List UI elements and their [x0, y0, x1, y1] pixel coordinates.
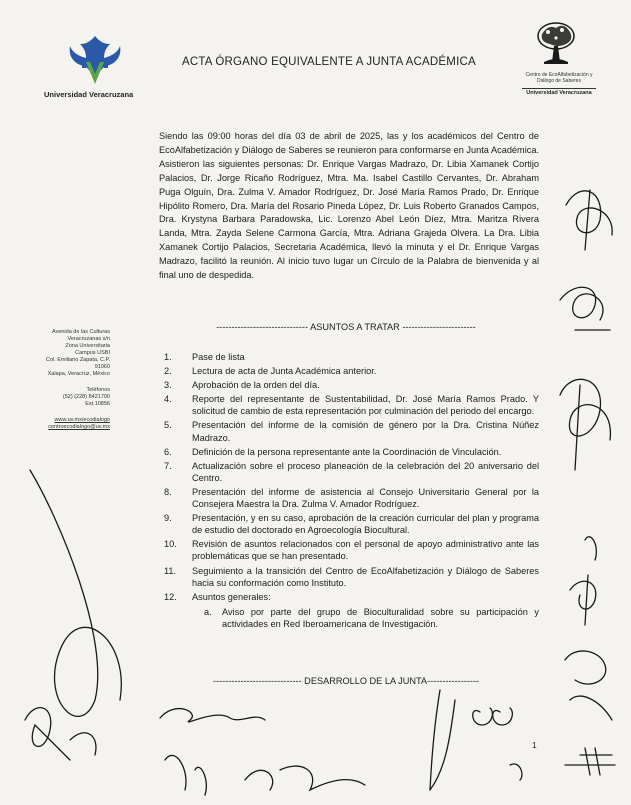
web-block	[18, 417, 110, 431]
agenda-item-number: 9.	[164, 513, 172, 524]
signature-stroke	[585, 575, 588, 625]
agenda-item-number: 1.	[164, 352, 172, 362]
agenda-item-text: Lectura de acta de Junta Académica anterior.	[192, 366, 377, 377]
agenda-item-number: 3.	[164, 380, 172, 391]
agenda-item	[164, 460, 539, 484]
agenda-item-text: Presentación del informe de la comisión de género por la Dra. Cristina Núñez Madrazo.	[192, 420, 539, 443]
agenda-item-text: Pase de lista	[192, 352, 245, 362]
center-tree-logo	[528, 18, 584, 70]
address-line: Xalapa, Veracruz, México	[47, 371, 110, 377]
contact-sidebar	[18, 329, 110, 440]
signature-stroke	[570, 696, 612, 720]
address-line: Col. Emiliano Zapata, C.P.	[45, 357, 110, 363]
signature-stroke	[245, 766, 365, 790]
agenda-item-number: 2.	[164, 366, 172, 377]
signature-stroke	[473, 708, 513, 725]
agenda-item-text: Reporte del representante de Sustentabilidad, Dr. José María Ramos Prado. Y solicitud de cambio de esta representación por culminación del periodo del encargo.	[192, 394, 539, 417]
signature-stroke	[565, 651, 606, 684]
signature-stroke	[560, 379, 610, 440]
section-heading-agenda: ------------------------------ ASUNTOS A TRATAR ------------------------	[216, 322, 476, 332]
center-university-name: Universidad Veracruzana	[522, 88, 596, 96]
signature-stroke	[160, 709, 265, 722]
agenda-item	[164, 512, 539, 536]
email-link[interactable]: centroecodialogo@uv.mx	[48, 424, 110, 430]
phone-number: (52) (228) 8421700	[62, 394, 110, 400]
university-name: Universidad Veracruzana	[44, 90, 134, 99]
signature-stroke	[70, 733, 96, 755]
agenda-item-text: Presentación del informe de asistencia al Consejo Universitario General por la Consejera Maestra la Dra. Zulma V. Amador Rodríguez.	[192, 486, 539, 510]
agenda-item	[164, 393, 539, 417]
agenda-item-number: 4.	[164, 394, 172, 405]
agenda-item	[164, 565, 539, 589]
signature-stroke	[566, 191, 612, 235]
address-line: Avenida de las Culturas	[52, 329, 110, 335]
agenda-item	[164, 419, 539, 443]
signature-stroke	[25, 708, 70, 760]
signature-stroke	[30, 470, 121, 716]
agenda-item-number: 6.	[164, 446, 172, 457]
page-number: 1	[532, 740, 537, 750]
phone-block	[18, 387, 110, 408]
agenda-sub-item	[164, 606, 539, 630]
intro-paragraph: Siendo las 09:00 horas del día 03 de abril de 2025, las y los académicos del Centro de EcoAlfabetización y Diálogo de Saberes se reunieron para conformarse en Junta Académica. Asistieron las siguientes personas: Dr. Enrique Vargas Madrazo, Dr. Libia Xamanek Cortijo Palacios, Dr. Jorge Ricaño Rodríguez, Mtra. Ma. Isabel Castillo Cervantes, Dr. Abraham Puga Olguín, Dra. Zulma V. Amador Rodríguez, Dr. José María Ramos Prado, Dr. Enrique Hipólito Romero, Dra. María del Rosario Pineda López, Dr. Luis Roberto Granados Campos, Dra. Krystyna Barbara Paradowska, Lic. Lorenzo Abel León Díez, Mtra. Maritza Rivera Landa, Mtra. Zayda Selene Carmona García, Mtra. Adriana Grajeda Olvera. La Dra. Libia Xamanek Cortijo Palacios, Secretaria Académica, llevó la minuta y el Dr. Enrique Vargas Madrazo, facilitó la reunión. Al inicio tuvo lugar un Círculo de la Palabra de bienvenida y al final uno de despedida.	[159, 131, 539, 281]
agenda-item-text: Definición de la persona representante ante la Coordinación de Vinculación.	[192, 446, 502, 457]
section-heading-development: ----------------------------- DESARROLLO DE LA JUNTA-----------------	[212, 676, 480, 686]
signature-stroke	[570, 581, 596, 609]
signature-stroke	[585, 537, 596, 560]
agenda-item-number: 12.	[164, 591, 177, 602]
agenda-item-number: 7.	[164, 460, 172, 471]
agenda-list	[164, 351, 539, 632]
signature-stroke	[510, 764, 522, 780]
address-block	[18, 329, 110, 378]
phone-extension: Ext.10856	[85, 401, 110, 407]
agenda-item	[164, 486, 539, 510]
center-name: Centro de EcoAlfabetización y Diálogo de Saberes	[525, 72, 593, 84]
agenda-item	[164, 591, 539, 630]
agenda-item	[164, 351, 539, 363]
document-title: ACTA ÓRGANO EQUIVALENTE A JUNTA ACADÉMICA	[182, 56, 476, 68]
signature-stroke	[165, 755, 206, 795]
address-line: Campus USBI	[75, 350, 110, 356]
agenda-item-text: Seguimiento a la transición del Centro de EcoAlfabetización y Diálogo de Saberes hacia su conformación como Instituto.	[192, 565, 539, 588]
address-line: 91060	[94, 364, 110, 370]
agenda-item-text: Asuntos generales:	[192, 591, 271, 602]
agenda-item	[164, 365, 539, 377]
address-line: Zona Universitaria	[65, 343, 110, 349]
agenda-item-number: 8.	[164, 486, 172, 497]
agenda-item-text: Aprobación de la orden del día.	[192, 380, 320, 391]
website-link[interactable]: www.uv.mx/ecodialogo	[54, 417, 110, 423]
agenda-item	[164, 379, 539, 391]
agenda-item-text: Revisión de asuntos relacionados con el personal de apoyo administrativo ante las problemáticas que se han presentado.	[192, 539, 539, 562]
signature-stroke	[565, 748, 615, 775]
signature-stroke	[430, 690, 440, 790]
signature-stroke	[430, 700, 455, 790]
agenda-item-number: 5.	[164, 420, 172, 431]
agenda-item	[164, 446, 539, 458]
agenda-item-text: Presentación, y en su caso, aprobación de la creación curricular del plan y programa de estudio del doctorado en Agroecología Biocultural.	[192, 513, 539, 536]
universidad-veracruzana-logo	[60, 32, 130, 90]
signature-stroke	[560, 287, 603, 320]
agenda-item-number: 11.	[164, 565, 177, 576]
agenda-sub-item-text: Aviso por parte del grupo de Bioculturalidad sobre su participación y actividades en Red Iberoamericana de Investigación.	[222, 606, 539, 629]
agenda-item	[164, 538, 539, 562]
address-line: Veracruzanas s/n	[67, 336, 110, 342]
agenda-sub-item-letter: a.	[204, 606, 212, 617]
agenda-item-number: 10.	[164, 539, 177, 550]
signature-stroke	[575, 385, 580, 470]
signature-stroke	[585, 190, 590, 250]
agenda-item-text: Actualización sobre el proceso planeación de la celebración del 20 aniversario del Centro.	[192, 460, 539, 483]
phone-label: Teléfonos	[86, 387, 110, 393]
